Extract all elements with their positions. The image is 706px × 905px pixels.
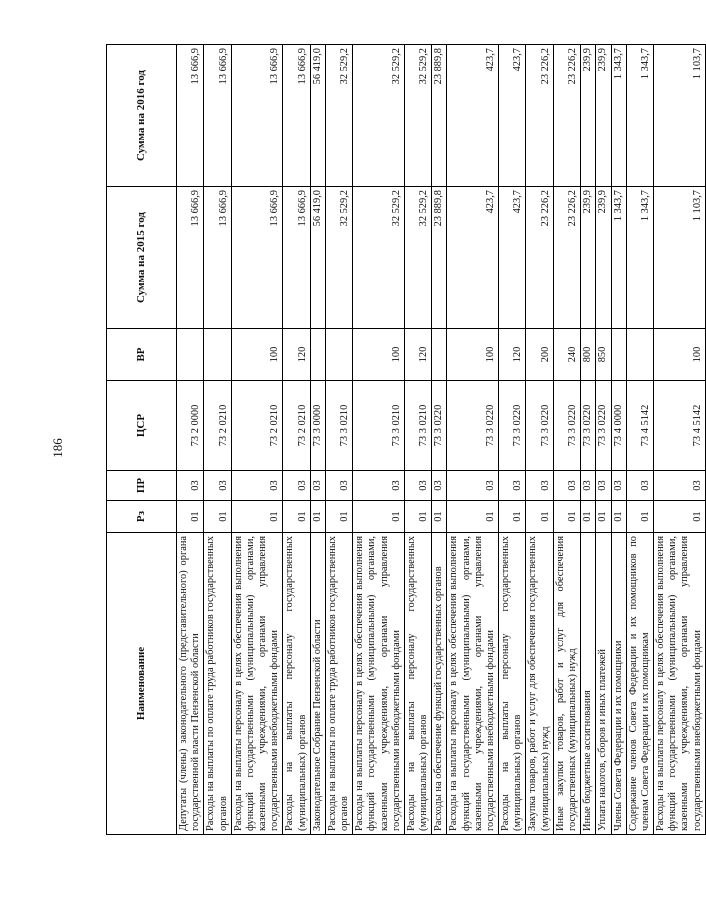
cell-sum-2015: 423,7 — [447, 187, 499, 329]
cell-vr: 800 — [581, 329, 596, 381]
cell-pr: 03 — [432, 471, 447, 501]
cell-name: Иные закупки товаров, работ и услуг для обеспечения государственных (муниципальных) нужд — [553, 533, 580, 835]
cell-sum-2015: 13 666,9 — [231, 187, 283, 329]
cell-name: Расходы на выплаты персоналу в целях обеспечения выполнения функций государственными (муниципальными) органами, казенными учреждениями, органами управления государственными внебюджетными фондами — [654, 533, 706, 835]
table-row — [325, 45, 352, 835]
table-row — [553, 45, 580, 835]
table-row — [626, 45, 653, 835]
cell-csr: 73 3 0220 — [432, 381, 447, 471]
cell-vr — [432, 329, 447, 381]
cell-rz: 01 — [526, 501, 553, 533]
cell-pr: 03 — [553, 471, 580, 501]
cell-csr: 73 3 0220 — [581, 381, 596, 471]
cell-sum-2016: 239,9 — [581, 45, 596, 187]
cell-csr: 73 3 0220 — [596, 381, 611, 471]
cell-pr: 03 — [283, 471, 310, 501]
cell-vr: 120 — [283, 329, 310, 381]
cell-sum-2016: 13 666,9 — [177, 45, 204, 187]
cell-sum-2016: 13 666,9 — [231, 45, 283, 187]
table-row — [204, 45, 231, 835]
cell-rz: 01 — [177, 501, 204, 533]
cell-pr: 03 — [310, 471, 325, 501]
cell-sum-2016: 32 529,2 — [404, 45, 431, 187]
cell-sum-2015: 32 529,2 — [353, 187, 405, 329]
cell-name: Расходы на выплаты по оплате труда работников государственных органов — [204, 533, 231, 835]
cell-sum-2015: 23 226,2 — [526, 187, 553, 329]
header-vr: ВР — [107, 329, 177, 381]
cell-sum-2016: 23 889,8 — [432, 45, 447, 187]
cell-vr — [626, 329, 653, 381]
cell-sum-2015: 1 103,7 — [654, 187, 706, 329]
cell-rz: 01 — [283, 501, 310, 533]
header-rz: Рз — [107, 501, 177, 533]
table-row — [654, 45, 706, 835]
cell-pr: 03 — [177, 471, 204, 501]
table-header-row — [107, 45, 177, 835]
table-row — [283, 45, 310, 835]
cell-sum-2015: 13 666,9 — [283, 187, 310, 329]
cell-csr: 73 3 0220 — [526, 381, 553, 471]
cell-sum-2015: 56 419,0 — [310, 187, 325, 329]
cell-sum-2016: 423,7 — [499, 45, 526, 187]
header-csr: ЦСР — [107, 381, 177, 471]
cell-sum-2015: 239,9 — [581, 187, 596, 329]
cell-rz: 01 — [626, 501, 653, 533]
cell-name: Депутаты (члены) законодательного (представительного) органа государственной власти Пензенской области — [177, 533, 204, 835]
cell-vr: 850 — [596, 329, 611, 381]
cell-pr: 03 — [526, 471, 553, 501]
cell-pr: 03 — [654, 471, 706, 501]
cell-pr: 03 — [204, 471, 231, 501]
cell-vr: 240 — [553, 329, 580, 381]
cell-csr: 73 2 0210 — [204, 381, 231, 471]
cell-vr: 120 — [499, 329, 526, 381]
cell-sum-2015: 32 529,2 — [325, 187, 352, 329]
table-row — [310, 45, 325, 835]
table-row — [353, 45, 405, 835]
cell-name: Законодательное Собрание Пензенской области — [310, 533, 325, 835]
cell-sum-2016: 13 666,9 — [204, 45, 231, 187]
cell-vr — [310, 329, 325, 381]
cell-rz: 01 — [325, 501, 352, 533]
cell-rz: 01 — [231, 501, 283, 533]
cell-sum-2016: 1 343,7 — [611, 45, 626, 187]
cell-sum-2016: 239,9 — [596, 45, 611, 187]
cell-vr: 120 — [404, 329, 431, 381]
cell-csr: 73 3 0210 — [353, 381, 405, 471]
cell-rz: 01 — [404, 501, 431, 533]
cell-rz: 01 — [596, 501, 611, 533]
cell-pr: 03 — [611, 471, 626, 501]
cell-pr: 03 — [353, 471, 405, 501]
cell-csr: 73 3 0210 — [325, 381, 352, 471]
cell-name: Закупка товаров, работ и услуг для обеспечения государственных (муниципальных) нужд — [526, 533, 553, 835]
cell-sum-2016: 32 529,2 — [325, 45, 352, 187]
cell-sum-2015: 23 889,8 — [432, 187, 447, 329]
cell-vr — [325, 329, 352, 381]
cell-pr: 03 — [626, 471, 653, 501]
cell-pr: 03 — [581, 471, 596, 501]
table-row — [432, 45, 447, 835]
table-row — [499, 45, 526, 835]
cell-rz: 01 — [432, 501, 447, 533]
cell-name: Расходы на обеспечение функций государственных органов — [432, 533, 447, 835]
cell-sum-2015: 13 666,9 — [204, 187, 231, 329]
table-row — [526, 45, 553, 835]
cell-vr: 100 — [353, 329, 405, 381]
cell-rz: 01 — [499, 501, 526, 533]
cell-csr: 73 2 0210 — [283, 381, 310, 471]
cell-vr: 100 — [231, 329, 283, 381]
cell-vr — [204, 329, 231, 381]
cell-sum-2015: 13 666,9 — [177, 187, 204, 329]
cell-csr: 73 4 5142 — [626, 381, 653, 471]
cell-sum-2015: 1 343,7 — [626, 187, 653, 329]
cell-sum-2016: 56 419,0 — [310, 45, 325, 187]
cell-csr: 73 4 5142 — [654, 381, 706, 471]
table-row — [581, 45, 596, 835]
cell-csr: 73 3 0210 — [404, 381, 431, 471]
cell-csr: 73 3 0000 — [310, 381, 325, 471]
cell-vr: 200 — [526, 329, 553, 381]
cell-csr: 73 3 0220 — [499, 381, 526, 471]
table-row — [177, 45, 204, 835]
cell-sum-2015: 239,9 — [596, 187, 611, 329]
cell-sum-2015: 423,7 — [499, 187, 526, 329]
header-pr: ПР — [107, 471, 177, 501]
cell-sum-2016: 1 103,7 — [654, 45, 706, 187]
cell-sum-2015: 1 343,7 — [611, 187, 626, 329]
header-sum-2016: Сумма на 2016 год — [107, 45, 177, 187]
cell-vr: 100 — [654, 329, 706, 381]
cell-rz: 01 — [611, 501, 626, 533]
budget-table — [106, 44, 706, 835]
cell-name: Иные бюджетные ассигнования — [581, 533, 596, 835]
cell-sum-2016: 1 343,7 — [626, 45, 653, 187]
cell-csr: 73 4 0000 — [611, 381, 626, 471]
table-row — [611, 45, 626, 835]
cell-name: Расходы на выплаты персоналу в целях обеспечения выполнения функций государственными (муниципальными) органами, казенными учреждениями, органами управления государственными внебюджетными фондами — [447, 533, 499, 835]
cell-csr: 73 3 0220 — [447, 381, 499, 471]
table-row — [404, 45, 431, 835]
cell-sum-2016: 23 226,2 — [553, 45, 580, 187]
cell-rz: 01 — [654, 501, 706, 533]
cell-pr: 03 — [596, 471, 611, 501]
cell-vr — [177, 329, 204, 381]
cell-sum-2016: 13 666,9 — [283, 45, 310, 187]
header-sum-2015: Сумма на 2015 год — [107, 187, 177, 329]
cell-name: Содержание членов Совета Федерации и их помощников по членам Совета Федерации и их помощникам — [626, 533, 653, 835]
cell-sum-2016: 23 226,2 — [526, 45, 553, 187]
cell-rz: 01 — [581, 501, 596, 533]
cell-rz: 01 — [204, 501, 231, 533]
cell-name: Расходы на выплаты персоналу государственных (муниципальных) органов — [283, 533, 310, 835]
cell-sum-2016: 32 529,2 — [353, 45, 405, 187]
header-name: Наименование — [107, 533, 177, 835]
cell-rz: 01 — [310, 501, 325, 533]
page-number: 186 — [49, 438, 65, 458]
cell-name: Расходы на выплаты персоналу государственных (муниципальных) органов — [404, 533, 431, 835]
cell-pr: 03 — [404, 471, 431, 501]
table-row — [231, 45, 283, 835]
cell-name: Расходы на выплаты персоналу в целях обеспечения выполнения функций государственными (муниципальными) органами, казенными учреждениями, органами управления государственными внебюджетными фондами — [353, 533, 405, 835]
cell-pr: 03 — [447, 471, 499, 501]
cell-rz: 01 — [553, 501, 580, 533]
cell-vr — [611, 329, 626, 381]
cell-sum-2015: 32 529,2 — [404, 187, 431, 329]
budget-table-container — [106, 45, 703, 835]
cell-sum-2016: 423,7 — [447, 45, 499, 187]
cell-name: Члены Совета Федерации и их помощники — [611, 533, 626, 835]
cell-pr: 03 — [325, 471, 352, 501]
cell-rz: 01 — [353, 501, 405, 533]
cell-pr: 03 — [499, 471, 526, 501]
table-row — [447, 45, 499, 835]
cell-name: Уплата налогов, сборов и иных платежей — [596, 533, 611, 835]
cell-sum-2015: 23 226,2 — [553, 187, 580, 329]
cell-name: Расходы на выплаты по оплате труда работников государственных органов — [325, 533, 352, 835]
cell-rz: 01 — [447, 501, 499, 533]
cell-name: Расходы на выплаты персоналу государственных (муниципальных) органов — [499, 533, 526, 835]
cell-name: Расходы на выплаты персоналу в целях обеспечения выполнения функций государственными (муниципальными) органами, казенными учреждениями, органами управления государственными внебюджетными фондами — [231, 533, 283, 835]
cell-csr: 73 2 0000 — [177, 381, 204, 471]
cell-vr: 100 — [447, 329, 499, 381]
cell-csr: 73 2 0210 — [231, 381, 283, 471]
cell-pr: 03 — [231, 471, 283, 501]
cell-csr: 73 3 0220 — [553, 381, 580, 471]
table-row — [596, 45, 611, 835]
